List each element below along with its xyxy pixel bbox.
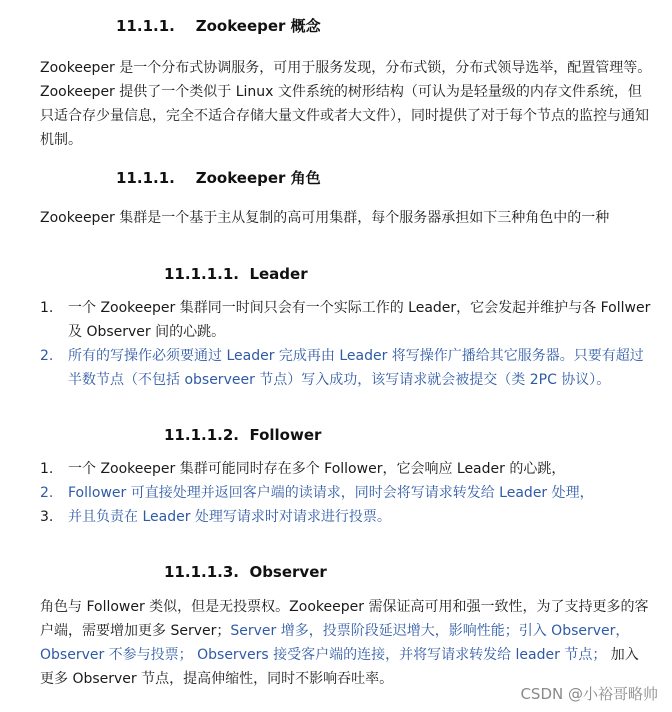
list-item	[40, 505, 652, 529]
heading-number: 11.1.1.1.	[164, 265, 239, 283]
heading-number: 11.1.1.	[116, 169, 175, 187]
list-text: 一个 Zookeeper 集群可能同时存在多个 Follower，它会响应 Leader 的心跳，	[68, 461, 566, 477]
heading-number: 11.1.1.3.	[164, 563, 239, 581]
list-number: 1.	[40, 300, 54, 316]
list-number: 2.	[40, 485, 54, 501]
subheading-leader	[164, 265, 308, 283]
list-text: 并且负责在 Leader 处理写请求时对请求进行投票。	[68, 509, 391, 525]
list-number: 3.	[40, 509, 54, 525]
list-text: 所有的写操作必须要通过 Leader 完成再由 Leader 将写操作广播给其它服务器。只要有超过半数节点（不包括 observeer 节点）写入成功，该写请求就会被提交（类 2PC 协议）。	[68, 348, 644, 388]
heading-number: 11.1.1.2.	[164, 426, 239, 444]
section-heading-concept	[116, 15, 321, 36]
observer-text-a: 角色与 Follower 类似，但是无投票权。Zookeeper 需保证高可用和强一致性，为了支持更多的客户端，需要增加更多 Server；	[40, 599, 649, 639]
list-number: 2.	[40, 348, 54, 364]
heading-text: Zookeeper 角色	[195, 169, 321, 187]
heading-number: 11.1.1.	[116, 17, 175, 35]
list-text: 一个 Zookeeper 集群同一时间只会有一个实际工作的 Leader，它会发起并维护与各 Follwer 及 Observer 间的心跳。	[68, 300, 651, 340]
subheading-follower	[164, 426, 321, 444]
list-number: 1.	[40, 461, 54, 477]
concept-paragraph: Zookeeper 是一个分布式协调服务，可用于服务发现，分布式锁，分布式领导选举，配置管理等。Zookeeper 提供了一个类似于 Linux 文件系统的树形结构（可认为是轻量级的内存文件系统，但只适合存少量信息，完全不适合存储大量文件或者大文件），同时提供了对于每个节点的监控与通知机制。	[40, 60, 652, 148]
heading-text: Leader	[249, 265, 308, 283]
observer-text-c: 加入更多 Observer 节点，提高伸缩性，同时不影响吞吐率。	[40, 647, 639, 687]
observer-paragraph	[40, 595, 652, 691]
list-item	[40, 344, 652, 392]
csdn-watermark: CSDN @小裕哥略帅	[520, 685, 658, 703]
list-text: Follower 可直接处理并返回客户端的读请求，同时会将写请求转发给 Leader 处理，	[68, 485, 594, 501]
list-item	[40, 296, 652, 344]
list-item	[40, 481, 652, 505]
roles-paragraph: Zookeeper 集群是一个基于主从复制的高可用集群，每个服务器承担如下三种角色中的一种	[40, 210, 610, 226]
heading-text: Observer	[249, 563, 327, 581]
section-heading-roles	[116, 167, 321, 188]
list-item	[40, 457, 652, 481]
subheading-observer	[164, 563, 327, 581]
observer-text-b: Server 增多，投票阶段延迟增大，影响性能；引入 Observer，Observer 不参与投票； Observers 接受客户端的连接，并将写请求转发给 leader 节点；	[40, 623, 630, 663]
heading-text: Follower	[249, 426, 322, 444]
heading-text: Zookeeper 概念	[195, 17, 321, 35]
